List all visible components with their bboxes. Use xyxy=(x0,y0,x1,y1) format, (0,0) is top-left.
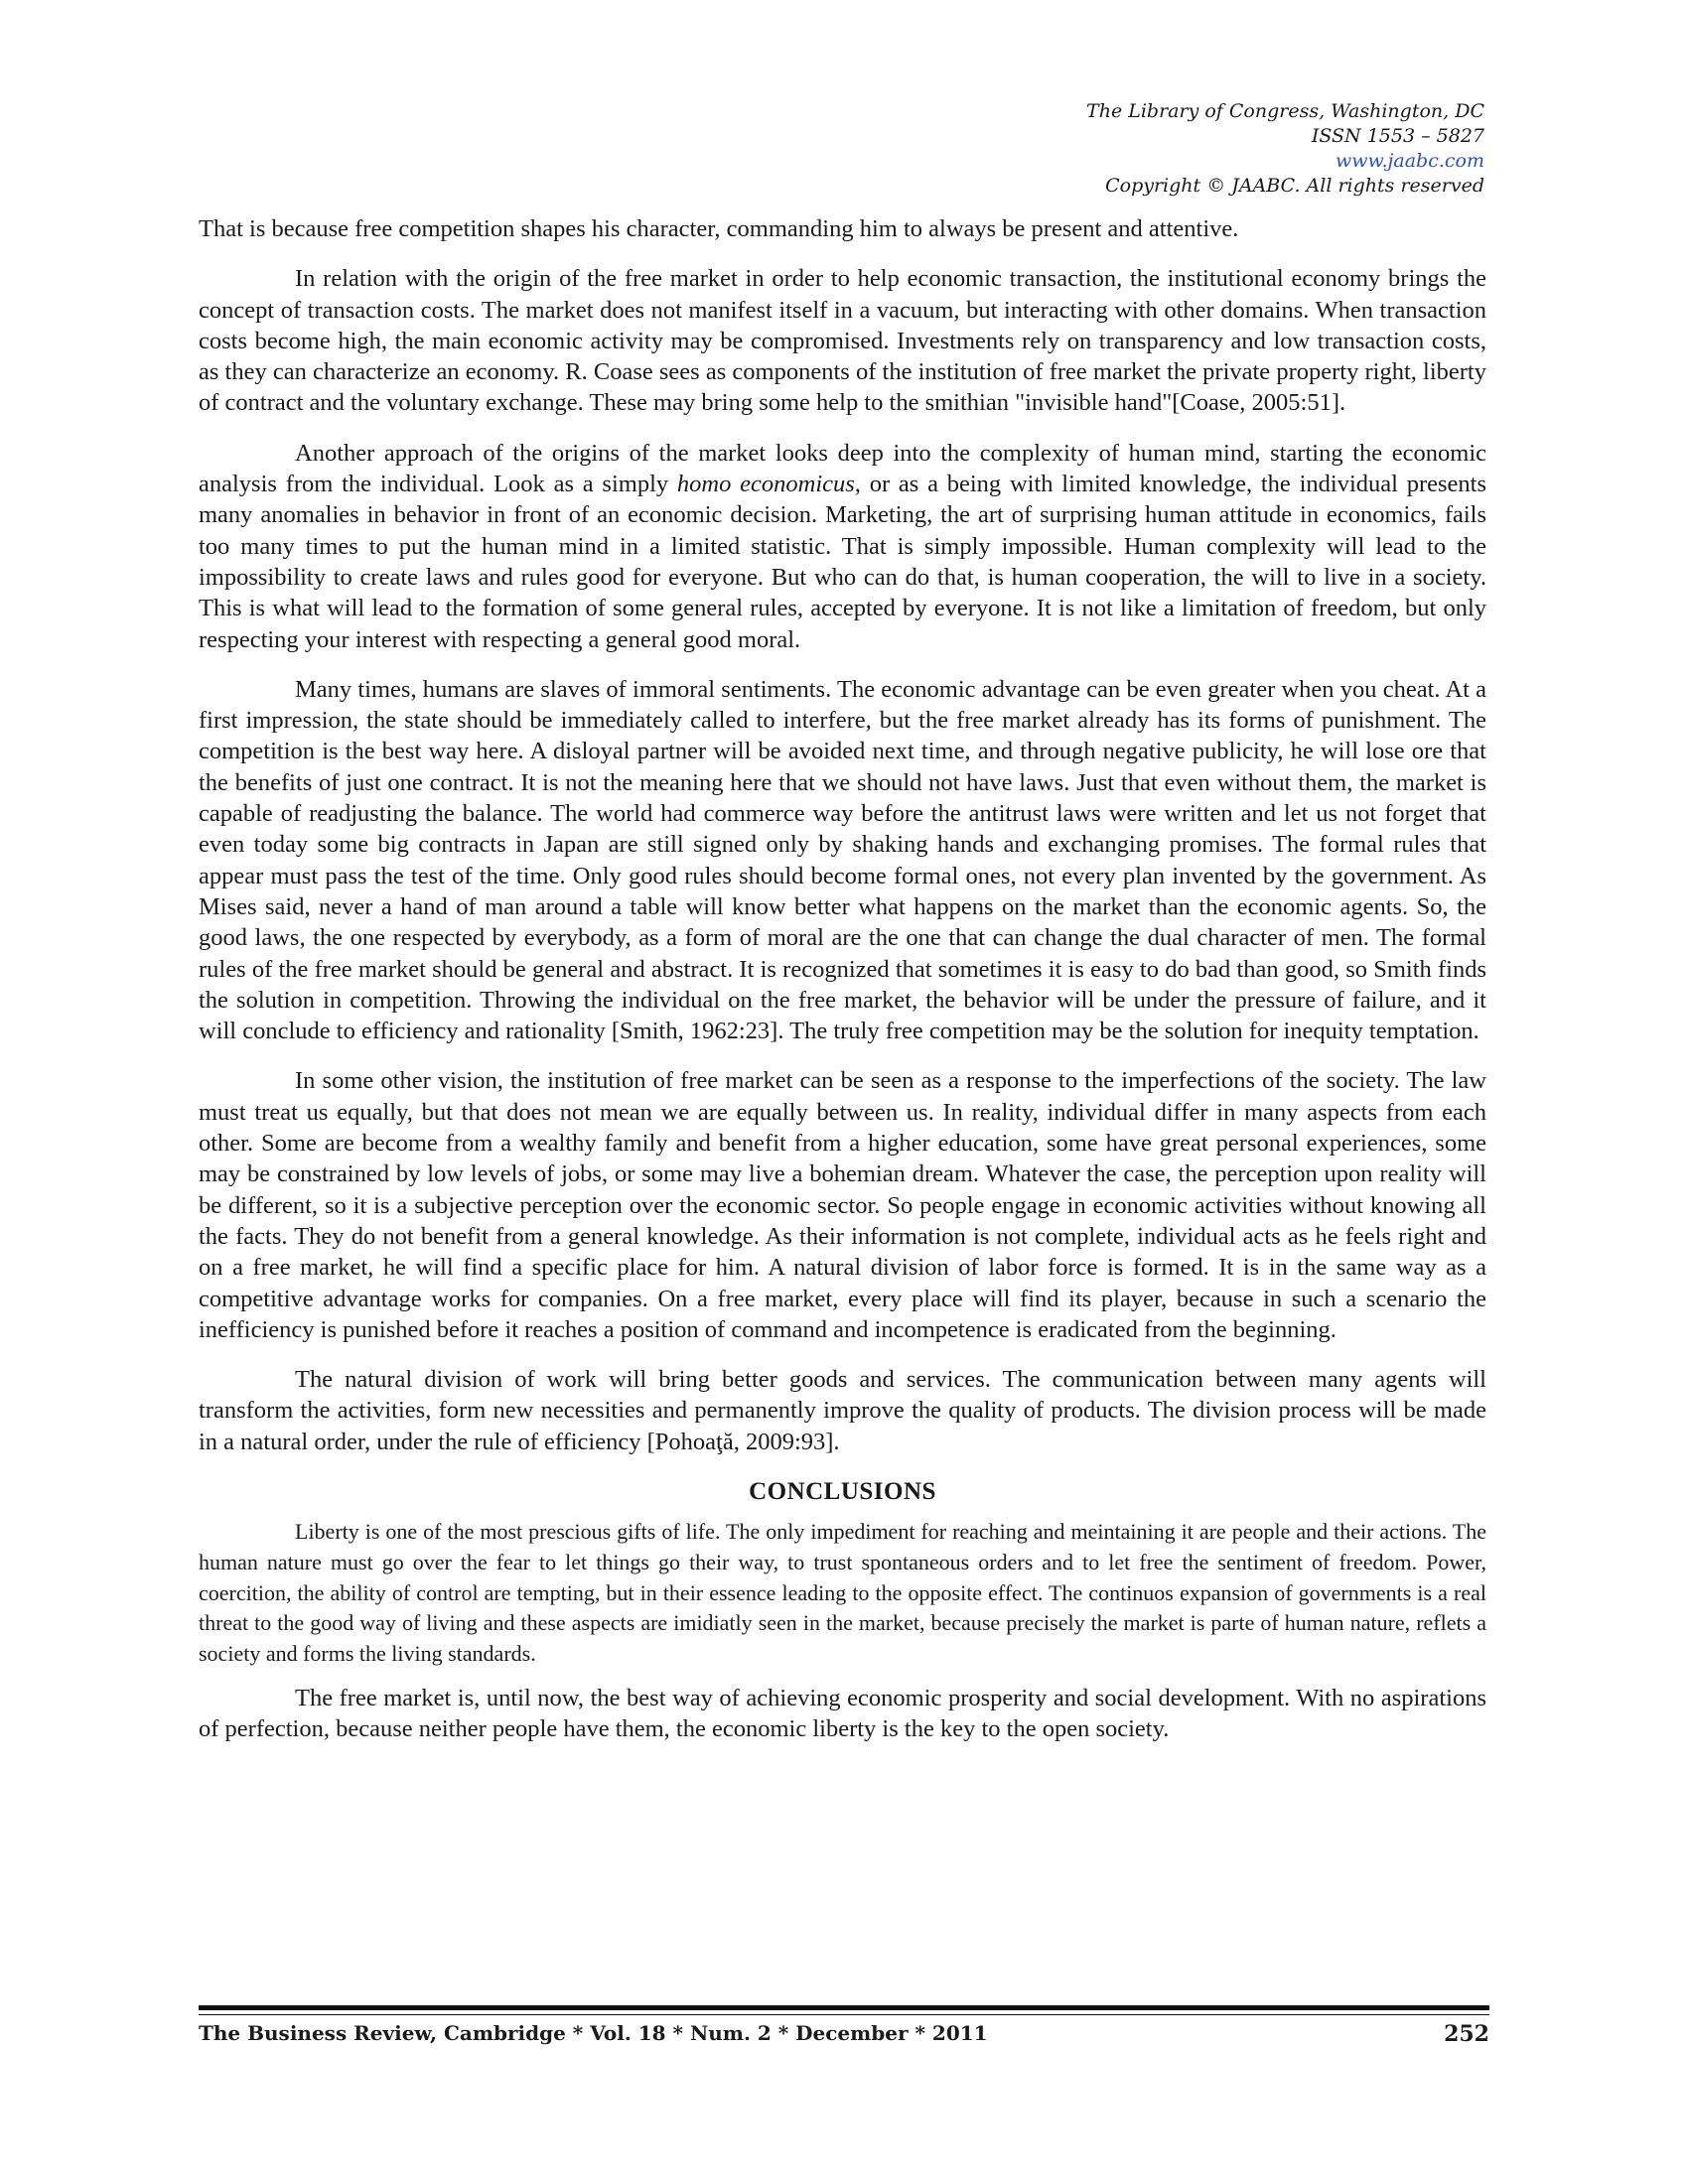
paragraph-emphasis: homo economicus, xyxy=(676,471,861,498)
header-library: The Library of Congress, Washington, DC xyxy=(1086,100,1484,122)
paragraph: Many times, humans are slaves of immoral sentiments. The economic advantage can be even greater when you cheat. At a first impression, the state should be immediately called to interfere, but the free market already has its forms of punishment. The competition is the best way here. A disloyal partner will be avoided next time, and through negative publicity, he will lose ore that the benefits of just one contract. It is not the meaning here that we should not have laws. Just that even without them, the market is capable of readjusting the balance. The world had commerce way before the antitrust laws were written and let us not forget that even today some big contracts in Japan are still signed only by shaking hands and exchanging promises. The formal rules that appear must pass the test of the time. Only good rules should become formal ones, not every plan invented by the government. As Mises said, never a hand of man around a table will know better what happens on the market than the economic agents. So, the good laws, the one respected by everybody, as a form of moral are the one that can change the dual character of men. The formal rules of the free market should be general and abstract. It is recognized that sometimes it is easy to do bad than good, so Smith finds the solution in competition. Throwing the individual on the free market, the behavior will be under the pressure of failure, and it will conclude to efficiency and rationality [Smith, 1962:23]. The truly free competition may be the solution for inequity temptation. xyxy=(199,675,1486,1045)
paragraph-text: or as a being with limited knowledge, the individual presents many anomalies in behavior in front of an economic decision. Marketing, the art of surprising human attitude in economics, fails too many times to put the human mind in a limited statistic. That is simply impossible. Human complexity will lead to the impossibility to create laws and rules good for everyone. But who can do that, is human cooperation, the will to live in a society. This is what will lead to the formation of some general rules, accepted by everyone. It is not like a limitation of freedom, but only respecting your interest with respecting a general good moral. xyxy=(199,471,1486,653)
header-issn: ISSN 1553 – 5827 xyxy=(1311,125,1484,147)
section-heading: CONCLUSIONS xyxy=(749,1477,936,1505)
article-body xyxy=(199,213,1486,1757)
paragraph xyxy=(199,438,1486,655)
header-copyright: Copyright © JAABC. All rights reserved xyxy=(1105,175,1484,197)
footer-rule xyxy=(199,2005,1489,2010)
paragraph: Liberty is one of the most prescious gifts of life. The only impediment for reaching and meintaining it are people and their actions. The human nature must go over the fear to let things go their way, to trust spontaneous orders and to let free the sentiment of freedom. Power, coercition, the ability of control are tempting, but in their essence leading to the opposite effect. The continuos expansion of governments is a real threat to the good way of living and these aspects are imidiatly seen in the market, because precisely the market is parte of human nature, reflets a society and forms the living standards. xyxy=(199,1519,1486,1667)
header-website-link[interactable]: www.jaabc.com xyxy=(1335,150,1484,172)
page-number: 252 xyxy=(1444,2021,1489,2047)
paragraph: The natural division of work will bring better goods and services. The communication between many agents will transform the activities, form new necessities and permanently improve the quality of products. The division process will be made in a natural order, under the rule of efficiency [Pohoaţă, 2009:93]. xyxy=(199,1366,1486,1455)
paragraph: That is because free competition shapes his character, commanding him to always be present and attentive. xyxy=(199,215,1239,242)
paragraph: The free market is, until now, the best way of achieving economic prosperity and social development. With no aspirations of perfection, because neither people have them, the economic liberty is the key to the open society. xyxy=(199,1684,1486,1743)
paragraph: In some other vision, the institution of free market can be seen as a response to the imperfections of the society. The law must treat us equally, but that does not mean we are equally between us. In reality, individual differ in many aspects from each other. Some are become from a wealthy family and benefit from a higher education, some have great personal experiences, some may be constrained by low levels of jobs, or some may live a bohemian dream. Whatever the case, the perception upon reality will be different, so it is a subjective perception over the economic sector. So people engage in economic activities without knowing all the facts. They do not benefit from a general knowledge. As their information is not complete, individual acts as he feels right and on a free market, he will find a specific place for him. A natural division of labor force is formed. It is in the same way as a competitive advantage works for companies. On a free market, every place will find its player, because in such a scenario the inefficiency is punished before it reaches a position of command and incompetence is eradicated from the beginning. xyxy=(199,1067,1486,1343)
paragraph: In relation with the origin of the free market in order to help economic transaction, the institutional economy brings the concept of transaction costs. The market does not manifest itself in a vacuum, but interacting with other domains. When transaction costs become high, the main economic activity may be compromised. Investments rely on transparency and low transaction costs, as they can characterize an economy. R. Coase sees as components of the institution of free market the private property right, liberty of contract and the voluntary exchange. These may bring some help to the smithian "invisible hand"[Coase, 2005:51]. xyxy=(199,265,1486,417)
footer-rule-thin xyxy=(199,2014,1489,2015)
journal-header xyxy=(1086,99,1484,199)
conclusions-section xyxy=(199,1517,1486,1744)
paragraph-text: Another approach of the origins of the market looks deep into the complexity of human mind, starting the economic analysis from the individual. Look as a simply xyxy=(199,439,1486,498)
footer-journal-info: The Business Review, Cambridge * Vol. 18 * Num. 2 * December * 2011 xyxy=(199,2021,988,2045)
